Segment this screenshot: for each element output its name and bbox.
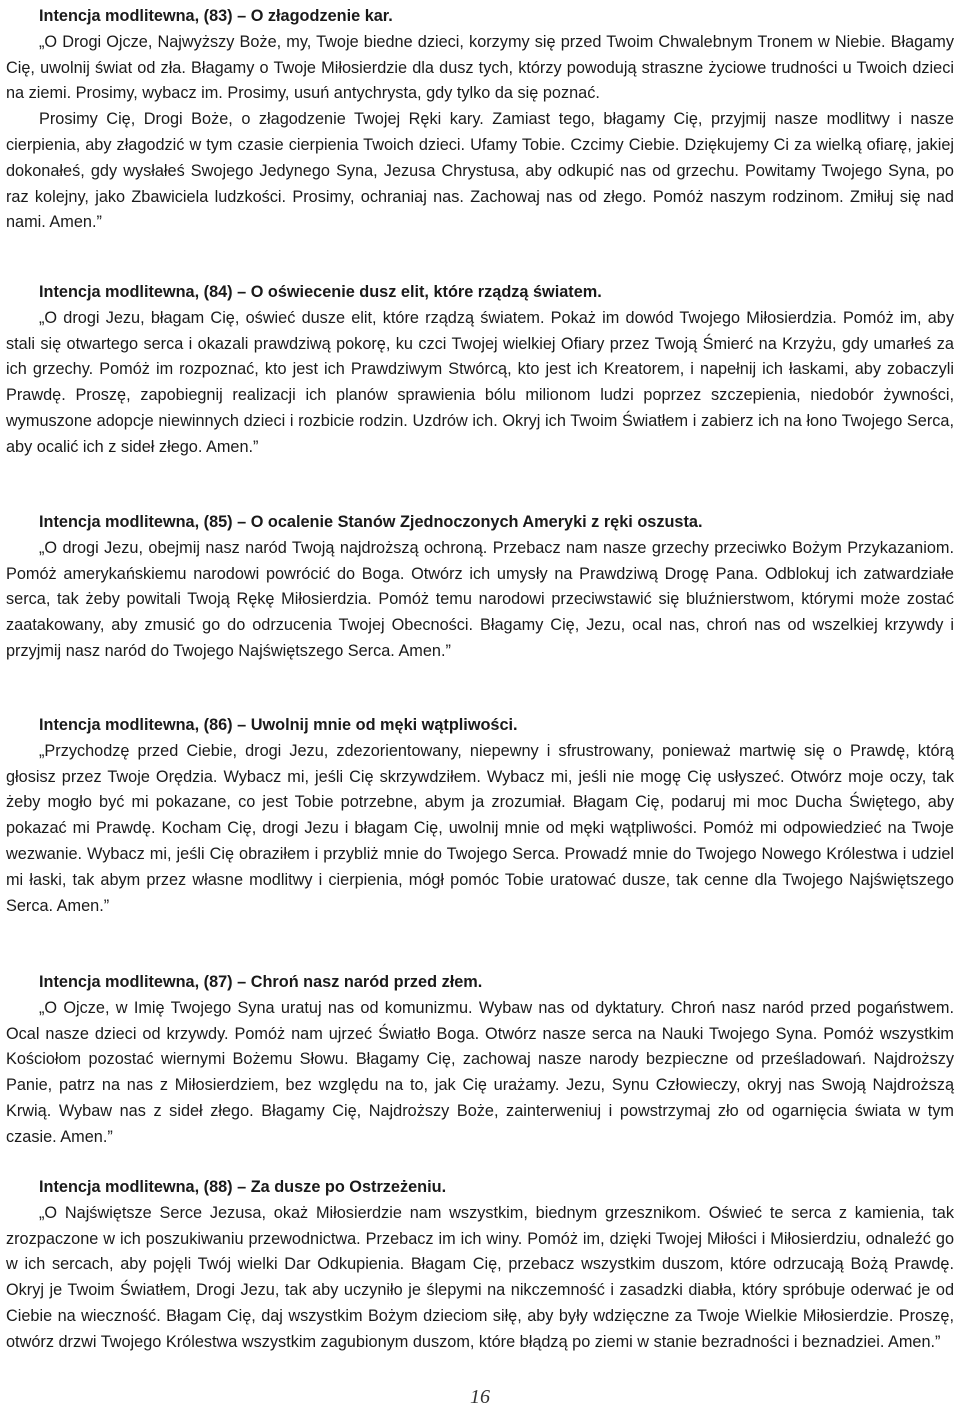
- prayer-intention-88: [6, 1175, 954, 1356]
- prayer-intention-87: [6, 970, 954, 1151]
- section-title: Intencja modlitewna, (86) – Uwolnij mnie od męki wątpliwości.: [39, 716, 518, 734]
- paragraph: „O drogi Jezu, obejmij nasz naród Twoją najdroższą ochroną. Przebacz nam nasze grzechy przeciwko Bożym Przykazaniom. Pomóż amerykańskiemu narodowi powrócić do Boga. Otwórz ich umysły na Prawdziwą Drogę Pana. Odblokuj ich zatwardziałe serca, tak żeby powitali Twoją Rękę Miłosierdzia. Pomóż temu narodowi przeciwstawić się bluźnierstwom, którymi może zostać zaatakowany, aby zmusić go do odrzucenia Twojej Obecności. Błagamy Cię, Jezu, ocal nas, chroń nas od wszelkiej krzywdy i przyjmij nasz naród do Twojego Najświętszego Serca. Amen.”: [6, 538, 954, 660]
- paragraph: „Przychodzę przed Ciebie, drogi Jezu, zdezorientowany, niepewny i sfrustrowany, ponieważ martwię się o Prawdę, którą głosisz przez Twoje Orędzia. Wybacz mi, jeśli Cię skrzywdziłem. Wybacz mi, jeśli nie mogę Cię usłyszeć. Otwórz moje oczy, tak żeby mogło być mi pokazane, co jest Tobie potrzebne, abym ja zrozumiał. Błagam Cię, podaruj mi moc Ducha Świętego, aby pokazać mi Prawdę. Kocham Cię, drogi Jezu i błagam Cię, uwolnij mnie od męki wątpliwości. Pomóż mi odpowiedzieć na Twoje wezwanie. Wybacz mi, jeśli Cię obraziłem i przybliż mnie do Twojego Serca. Prowadź mnie do Twojego Nowego Królestwa i udziel mi łaski, tak abym przez własne modlitwy i cierpienia, mógł pomóc Tobie uratować dusze, tak cenne dla Twojego Najświętszego Serca. Amen.”: [6, 741, 954, 915]
- prayer-intention-86: [6, 713, 954, 919]
- section-title: Intencja modlitewna, (88) – Za dusze po Ostrzeżeniu.: [39, 1178, 447, 1196]
- section-title: Intencja modlitewna, (87) – Chroń nasz naród przed złem.: [39, 973, 483, 991]
- paragraph: „O drogi Jezu, błagam Cię, oświeć dusze elit, które rządzą światem. Pokaż im dowód Twojego Miłosierdzia. Pomóż im, aby stali się otwartego serca i okazali prawdziwą pokorę, ku czci Twojej wielkiej Ofiary przez Twoją Śmierć na Krzyżu, gdy umarłeś za ich grzechy. Pomóż im rozpoznać, kto jest ich Prawdziwym Stwórcą, kto jest ich Kreatorem, i napełnij ich łaskami, aby zobaczyli Prawdę. Proszę, zapobiegnij realizacji ich planów sprawienia bólu milionom ludzi poprzez szczepienia, niedobór żywności, wymuszone adopcje niewinnych dzieci i rozbicie rodzin. Uzdrów ich. Okryj ich Twoim Światłem i zabierz ich na łono Twojego Serca, aby ocalić ich z sideł złego. Amen.”: [6, 308, 954, 456]
- page-number: 16: [470, 1386, 490, 1408]
- paragraph: „O Ojcze, w Imię Twojego Syna uratuj nas od komunizmu. Wybaw nas od dyktatury. Chroń nasz naród przed pogaństwem. Ocal nasze dzieci od krzywdy. Pomóż nam ujrzeć Światło Boga. Otwórz nasze serca na Nauki Twojego Syna. Pomóż wszystkim Kościołom pozostać wiernymi Bożemu Słowu. Błagamy Cię, zachowaj nasze narody bezpieczne od prześladowań. Najdroższy Panie, patrz na nas z Miłosierdziem, bez względu na to, jak Cię urażamy. Jezu, Synu Człowieczy, okryj nas Swoją Najdroższą Krwią. Wybaw nas z sideł złego. Błagamy Cię, Najdroższy Boże, zainterweniuj i powstrzymaj zło od ogarnięcia świata w tym czasie. Amen.”: [6, 998, 954, 1146]
- section-title: Intencja modlitewna, (83) – O złagodzenie kar.: [39, 7, 393, 25]
- section-title: Intencja modlitewna, (85) – O ocalenie Stanów Zjednoczonych Ameryki z ręki oszusta.: [39, 513, 703, 531]
- paragraph: „O Drogi Ojcze, Najwyższy Boże, my, Twoje biedne dzieci, korzymy się przed Twoim Chwalebnym Tronem w Niebie. Błagamy Cię, uwolnij świat od zła. Błagamy o Twoje Miłosierdzie dla dusz tych, którzy powodują straszne życiowe trudności u Twoich dzieci na ziemi. Prosimy, wybacz im. Prosimy, usuń antychrysta, gdy tylko da się poznać.: [6, 32, 954, 103]
- paragraph: „O Najświętsze Serce Jezusa, okaż Miłosierdzie nam wszystkim, biednym grzesznikom. Oświeć te serca z kamienia, tak zrozpaczone w ich poszukiwaniu przewodnictwa. Przebacz im ich winy. Pomóż im, dzięki Twojej Miłości i Miłosierdziu, odnaleźć go w ich sercach, aby pojęli Twój wielki Dar Odkupienia. Błagam Cię, przebacz wszystkim duszom, które odrzucają Bożą Prawdę. Okryj je Twoim Światłem, Drogi Jezu, tak aby uczyniło je ślepymi na nikczemność i zasadzki diabła, który spróbuje oderwać je od Ciebie na wieczność. Błagam Cię, daj wszystkim Bożym dzieciom siłę, aby były wdzięczne za Twoje Wielkie Miłosierdzie. Proszę, otwórz drzwi Twojego Królestwa wszystkim zagubionym duszom, które błądzą po ziemi w stanie bezradności i beznadziei. Amen.”: [6, 1203, 954, 1351]
- prayer-intention-83: [6, 4, 954, 236]
- paragraph: Prosimy Cię, Drogi Boże, o złagodzenie Twojej Ręki kary. Zamiast tego, błagamy Cię, przyjmij nasze modlitwy i nasze cierpienia, aby złagodzić w tym czasie cierpienia Twoich dzieci. Ufamy Tobie. Czcimy Ciebie. Dziękujemy Ci za wielką ofiarę, jakiej dokonałeś, gdy wysłałeś Swojego Jedynego Syna, Jezusa Chrystusa, aby odkupić nas od grzechu. Powitamy Twojego Syna, po raz kolejny, jako Zbawiciela ludzkości. Prosimy, ochraniaj nas. Zachowaj nas od złego. Pomóż naszym rodzinom. Zmiłuj się nad nami. Amen.”: [6, 110, 954, 232]
- section-title: Intencja modlitewna, (84) – O oświecenie dusz elit, które rządzą światem.: [39, 283, 602, 301]
- prayer-intention-84: [6, 280, 954, 461]
- prayer-intention-85: [6, 510, 954, 665]
